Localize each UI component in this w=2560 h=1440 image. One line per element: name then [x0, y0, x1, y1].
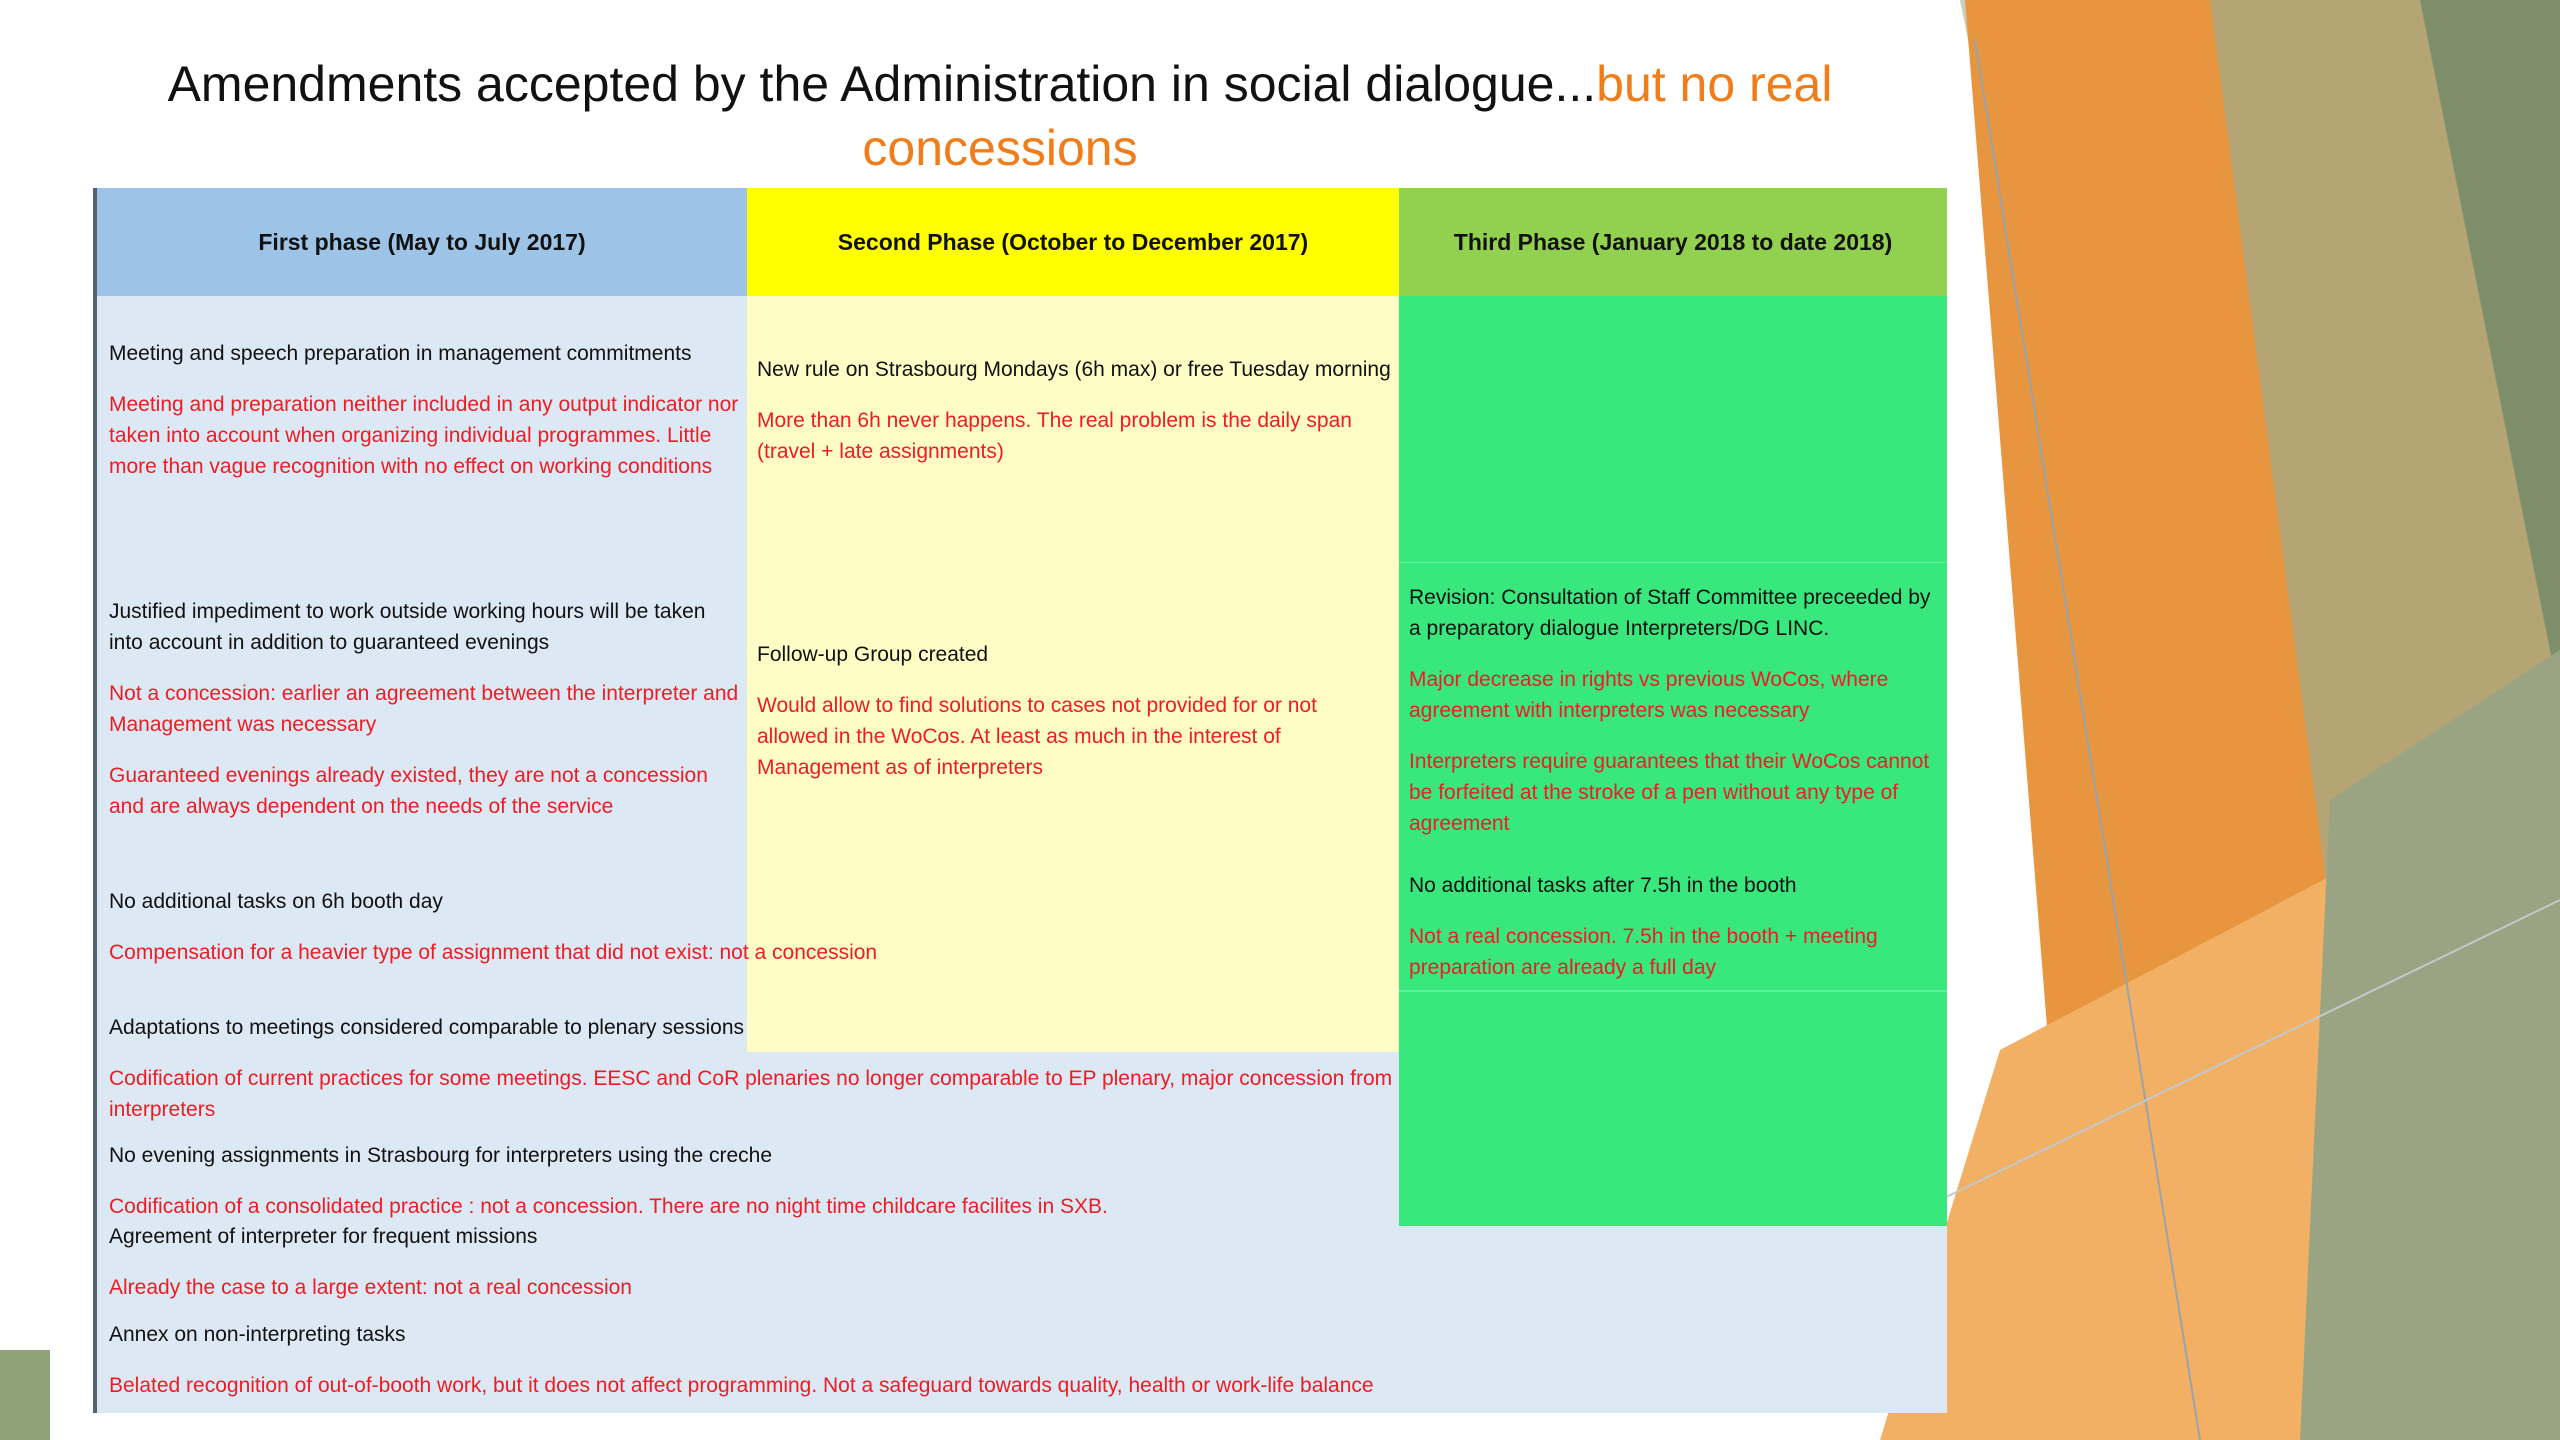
item-comment: Interpreters require guarantees that their WoCos cannot be forfeited at the stroke of a pen without any type of agreement [1409, 750, 1930, 835]
row-comment: Compensation for a heavier type of assignment that did not exist: not a concession [109, 941, 878, 964]
phase-3-divider [1399, 991, 1947, 992]
item-comment: Guaranteed evenings already existed, they are not a concession and are always dependent on the needs of the service [109, 764, 708, 818]
phase-2-item-1 [757, 354, 1392, 467]
phase-1-item-2 [109, 596, 741, 822]
item-comment: More than 6h never happens. The real problem is the daily span (travel + late assignments) [757, 409, 1352, 463]
item-text: Revision: Consultation of Staff Committee preceeded by a preparatory dialogue Interpreters/DG LINC. [1409, 586, 1931, 640]
header-phase-2: Second Phase (October to December 2017) [747, 188, 1399, 296]
phase-2-item-2 [757, 639, 1392, 783]
row-text: Agreement of interpreter for frequent missions [109, 1225, 538, 1248]
header-phase-3: Third Phase (January 2018 to date 2018) [1399, 188, 1947, 296]
row-comment: Already the case to a large extent: not a real concession [109, 1276, 632, 1299]
comparison-table [93, 188, 1947, 1413]
item-comment: Would allow to find solutions to cases not provided for or not allowed in the WoCos. At least as much in the interest of Management as of interpreters [757, 694, 1317, 779]
phase-1-item-1 [109, 338, 741, 482]
item-comment: Not a concession: earlier an agreement between the interpreter and Management was necessary [109, 682, 739, 736]
row-text: No evening assignments in Strasbourg for interpreters using the creche [109, 1144, 773, 1167]
item-comment: Not a real concession. 7.5h in the booth + meeting preparation are already a full day [1409, 925, 1878, 979]
slide-title-accent: but no real concessions [862, 56, 1833, 176]
row-text: No additional tasks on 6h booth day [109, 890, 443, 913]
phase-1-row-5 [109, 1319, 1929, 1401]
left-sidebar-shape [0, 1350, 50, 1440]
item-text: Meeting and speech preparation in management commitments [109, 342, 692, 365]
phase-1-row-2 [109, 1012, 1399, 1125]
item-text: New rule on Strasbourg Mondays (6h max) or free Tuesday morning [757, 358, 1391, 381]
item-text: No additional tasks after 7.5h in the booth [1409, 874, 1797, 897]
row-comment: Belated recognition of out-of-booth work, but it does not affect programming. Not a safeguard towards quality, health or work-life balance [109, 1374, 1374, 1397]
phase-1-row-4 [109, 1221, 1929, 1303]
row-text: Annex on non-interpreting tasks [109, 1323, 406, 1346]
phase-3-item-1 [1409, 582, 1939, 839]
row-text: Adaptations to meetings considered comparable to plenary sessions [109, 1016, 745, 1039]
row-comment: Codification of current practices for some meetings. EESC and CoR plenaries no longer comparable to EP plenary, major concession from interpreters [109, 1067, 1393, 1121]
item-text: Justified impediment to work outside working hours will be taken into account in addition to guaranteed evenings [109, 600, 706, 654]
item-text: Follow-up Group created [757, 643, 989, 666]
phase-3-divider [1399, 562, 1947, 563]
phase-1-row-3 [109, 1140, 1929, 1222]
row-comment: Codification of a consolidated practice : not a concession. There are no night time childcare facilites in SXB. [109, 1195, 1108, 1218]
phase-1-row-1 [109, 886, 1389, 968]
item-comment: Major decrease in rights vs previous WoCos, where agreement with interpreters was necessary [1409, 668, 1889, 722]
slide-title [150, 52, 1850, 180]
slide-title-main: Amendments accepted by the Administration in social dialogue... [167, 56, 1597, 112]
phase-3-item-2 [1409, 870, 1939, 983]
header-phase-1: First phase (May to July 2017) [97, 188, 747, 296]
item-comment: Meeting and preparation neither included in any output indicator nor taken into account when organizing individual programmes. Little more than vague recognition with no effect on working conditions [109, 393, 739, 478]
